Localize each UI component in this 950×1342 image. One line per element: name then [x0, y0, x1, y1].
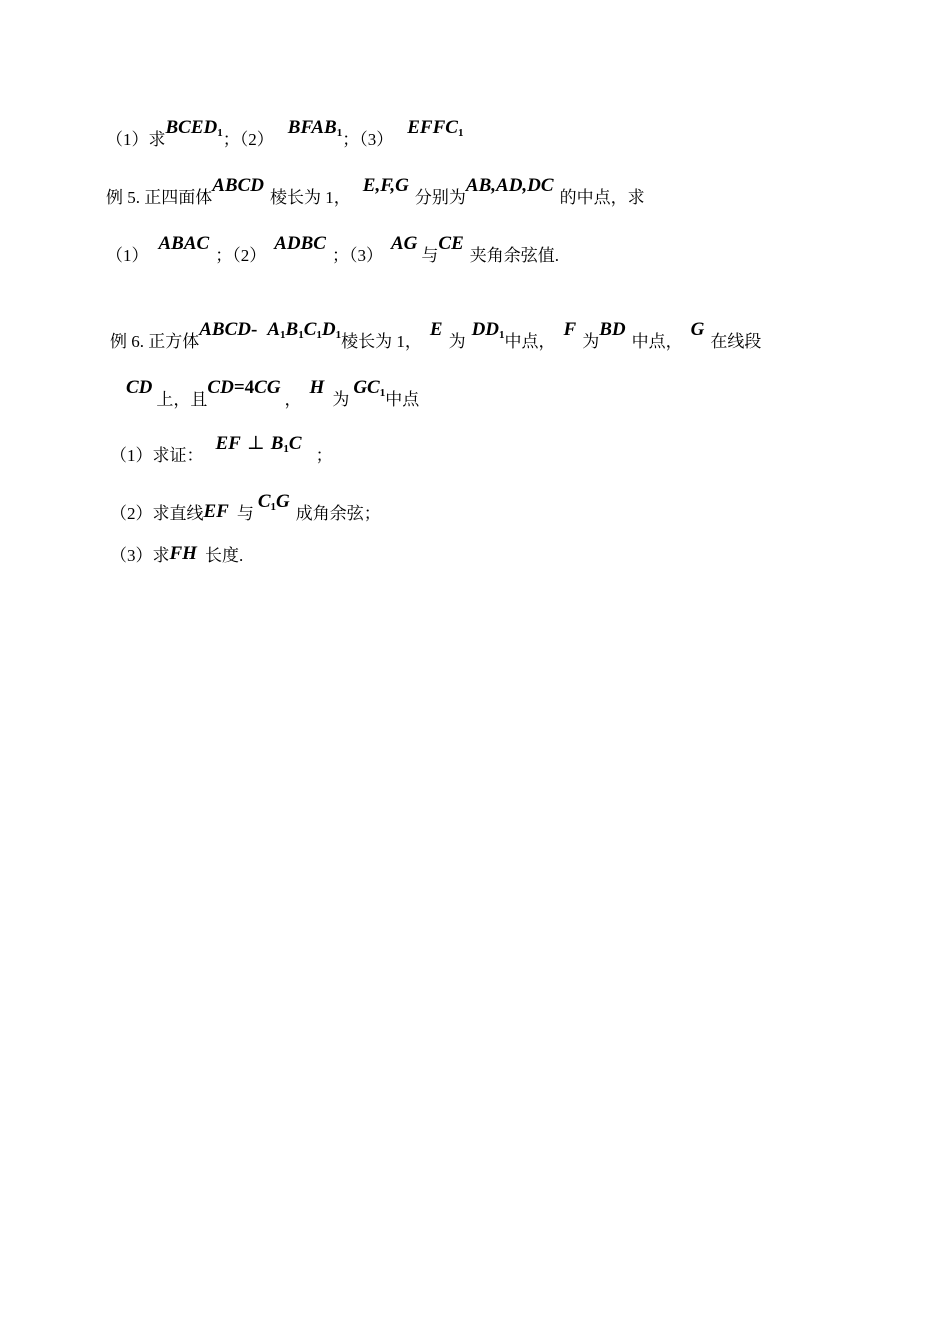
subscript: 1	[280, 329, 286, 341]
ex5-questions	[106, 233, 559, 266]
math-text: AD	[274, 233, 301, 254]
math-cube	[199, 319, 341, 340]
ex6-q2	[110, 491, 381, 524]
math-text: DD	[471, 319, 500, 340]
q-label-1: （1）求	[106, 130, 166, 149]
math-f: F	[563, 319, 577, 340]
math-text: EF	[407, 117, 433, 138]
ex5-statement	[106, 175, 645, 208]
math-text: A	[267, 319, 281, 340]
subscript: 1	[283, 443, 289, 455]
math-text: CD	[207, 377, 234, 398]
subscript: 1	[379, 387, 386, 399]
math-bc	[166, 117, 223, 138]
line-ex4-questions	[106, 117, 464, 150]
math-text: EF	[215, 433, 241, 454]
q-label-3: ；（3）	[331, 246, 383, 265]
subscript: 1	[335, 329, 342, 341]
math-dd1	[472, 319, 505, 340]
math-text: D	[321, 319, 336, 340]
text: ，	[284, 390, 302, 409]
math-ad-bc	[274, 233, 326, 254]
q-label-3: ；（3）	[342, 130, 394, 149]
math-ef	[407, 117, 463, 138]
comma: ,	[375, 175, 381, 196]
math-text: C	[257, 491, 271, 512]
ex6-q1	[110, 433, 333, 466]
math-bf	[288, 117, 342, 138]
subscript: 1	[499, 329, 505, 341]
text: 与	[421, 246, 439, 265]
math-text: AB	[158, 233, 184, 254]
math-text: =4	[233, 377, 255, 398]
subscript: 1	[457, 127, 464, 139]
math-text: GC	[353, 377, 380, 398]
text: 中点，	[504, 332, 556, 351]
comma: ,	[522, 175, 528, 196]
math-text: BF	[287, 117, 312, 138]
math-ce: CE	[438, 233, 464, 254]
text: 中点	[385, 390, 420, 409]
math-e: E	[429, 319, 443, 340]
text: 成角余弦；	[295, 504, 381, 523]
math-gc1	[353, 377, 385, 398]
text: 棱长为 1，	[341, 332, 422, 351]
math-dc: DC	[527, 175, 554, 196]
math-text: C	[303, 319, 317, 340]
comma: ,	[491, 175, 497, 196]
math-text: ED	[190, 117, 218, 138]
ex6-q3	[110, 543, 244, 566]
text: 为	[332, 390, 350, 409]
subscript: 1	[217, 127, 223, 139]
math-text: CG	[254, 377, 281, 398]
math-h: H	[309, 377, 325, 398]
ex6-statement-cont	[126, 377, 420, 410]
text: 与	[236, 504, 254, 523]
text: 长度.	[204, 546, 244, 565]
comma: ,	[390, 175, 396, 196]
text: 分别为	[414, 188, 466, 207]
q-label-3: （3）求	[110, 546, 170, 565]
text: 棱长为 1，	[270, 188, 351, 207]
math-text: FC	[432, 117, 458, 138]
subscript: 1	[336, 127, 343, 139]
math-c1g	[258, 491, 290, 512]
ex6-statement	[110, 319, 762, 352]
text: ；	[315, 446, 333, 465]
text: 为	[582, 332, 600, 351]
math-ad: AD	[496, 175, 523, 196]
math-ef-perp-b1c	[216, 433, 302, 454]
math-g: G	[395, 175, 409, 196]
q-label-2: （2）求直线	[110, 504, 204, 523]
math-fh: FH	[169, 543, 197, 564]
text: 在线段	[710, 332, 762, 351]
math-bd: BD	[599, 319, 626, 340]
math-text: BC	[165, 117, 191, 138]
math-ag: AG	[390, 233, 418, 254]
math-text: AB	[311, 117, 337, 138]
q-label-1: （1）	[106, 246, 149, 265]
math-cd: CD	[126, 377, 153, 398]
math-e: E	[362, 175, 376, 196]
perp-symbol: ⊥	[246, 433, 265, 454]
text: 夹角余弦值.	[469, 246, 559, 265]
math-text: AC	[183, 233, 210, 254]
math-f: F	[380, 175, 391, 196]
math-text: G	[276, 491, 290, 512]
math-abcd: ABCD	[212, 175, 264, 196]
math-g: G	[690, 319, 705, 340]
math-text: BC	[300, 233, 326, 254]
q-label-2: ；（2）	[215, 246, 267, 265]
math-text: B	[270, 433, 284, 454]
dash: -	[251, 319, 258, 340]
math-text: ABCD	[199, 319, 251, 340]
text: 中点，	[631, 332, 683, 351]
math-ef: EF	[203, 501, 229, 522]
math-text: C	[288, 433, 302, 454]
text: 的中点，求	[559, 188, 645, 207]
subscript: 1	[316, 329, 322, 341]
math-cd-eq	[207, 377, 280, 398]
math-ab-ac	[159, 233, 210, 254]
q-label-2: ；（2）	[222, 130, 274, 149]
text: 上，且	[156, 390, 208, 409]
text: 为	[448, 332, 466, 351]
subscript: 1	[298, 329, 304, 341]
q-label-1: （1）求证：	[110, 446, 204, 465]
math-ab: AB	[465, 175, 492, 196]
math-text: B	[285, 319, 299, 340]
ex6-label: 例 6. 正方体	[110, 332, 200, 351]
subscript: 1	[270, 501, 277, 513]
ex5-label: 例 5. 正四面体	[106, 188, 213, 207]
